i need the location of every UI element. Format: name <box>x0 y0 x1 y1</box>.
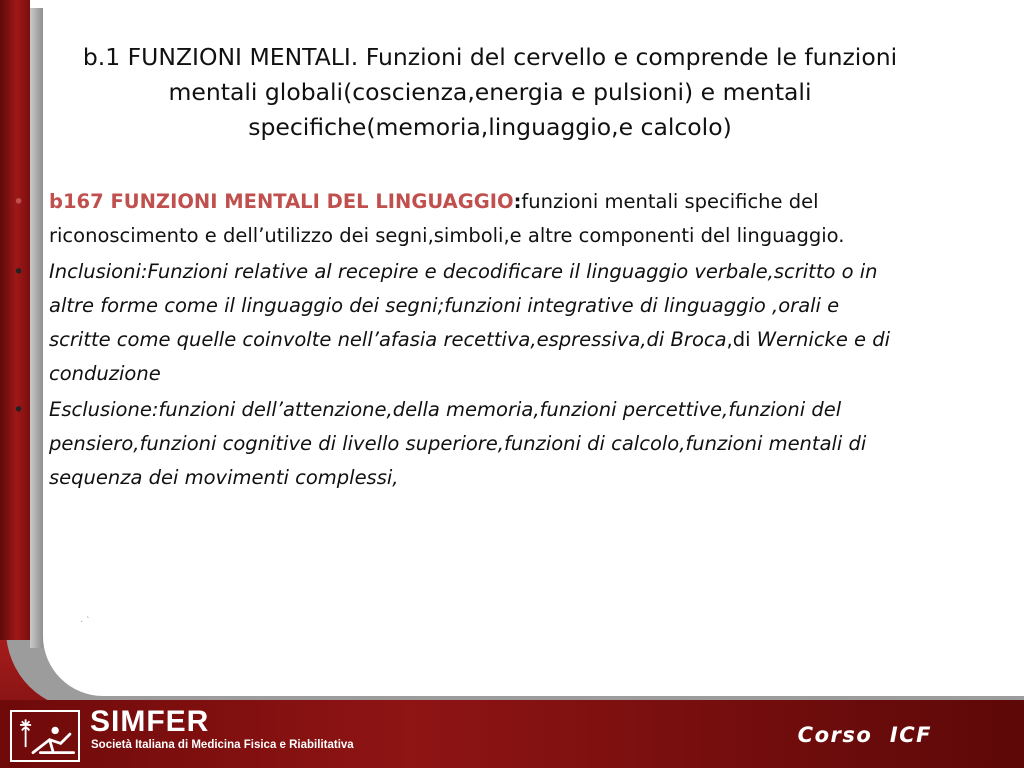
bullet-colon: : <box>513 190 522 213</box>
bullet-text-plain: ,di <box>726 328 757 351</box>
list-item <box>8 393 903 495</box>
bullet-marker: • <box>13 399 25 421</box>
course-label: Corso ICF <box>797 723 932 747</box>
list-item <box>8 255 903 391</box>
list-item <box>8 185 903 253</box>
bullet-text: funzioni mentali specifiche del riconoscimento e dell’utilizzo dei segni,simboli,e altre componenti del linguaggio. <box>49 190 845 247</box>
brand-name: SIMFER <box>90 705 210 738</box>
brand-subtitle: Società Italiana di Medicina Fisica e Riabilitativa <box>91 739 354 751</box>
bullet-marker: • <box>13 191 25 213</box>
bullet-heading: b167 FUNZIONI MENTALI DEL LINGUAGGIO <box>49 190 514 213</box>
bullet-text-italic: Inclusioni:Funzioni relative al recepire e decodificare il linguaggio verbale,scritto o in altre forme come il linguaggio dei segni;funzioni integrative di linguaggio ,orali e scritte come quelle coinvolte nell’afasia recettiva,espressiva,di Broca <box>49 260 878 351</box>
bullet-text-italic-end: Wernicke e di conduzione <box>49 328 891 385</box>
simfer-logo-icon <box>10 710 80 762</box>
stray-mark: · ` <box>80 616 90 627</box>
bullet-list <box>8 185 903 497</box>
slide-title: b.1 FUNZIONI MENTALI. Funzioni del cervello e comprende le funzioni mentali globali(coscienza,energia e pulsioni) e mentali specifiche(memoria,linguaggio,e calcolo) <box>82 43 898 141</box>
bullet-marker: • <box>13 261 25 283</box>
bullet-text: Esclusione:funzioni dell’attenzione,della memoria,funzioni percettive,funzioni del pensiero,funzioni cognitive di livello superiore,funzioni di calcolo,funzioni mentali di sequenza dei movimenti complessi, <box>49 398 867 489</box>
